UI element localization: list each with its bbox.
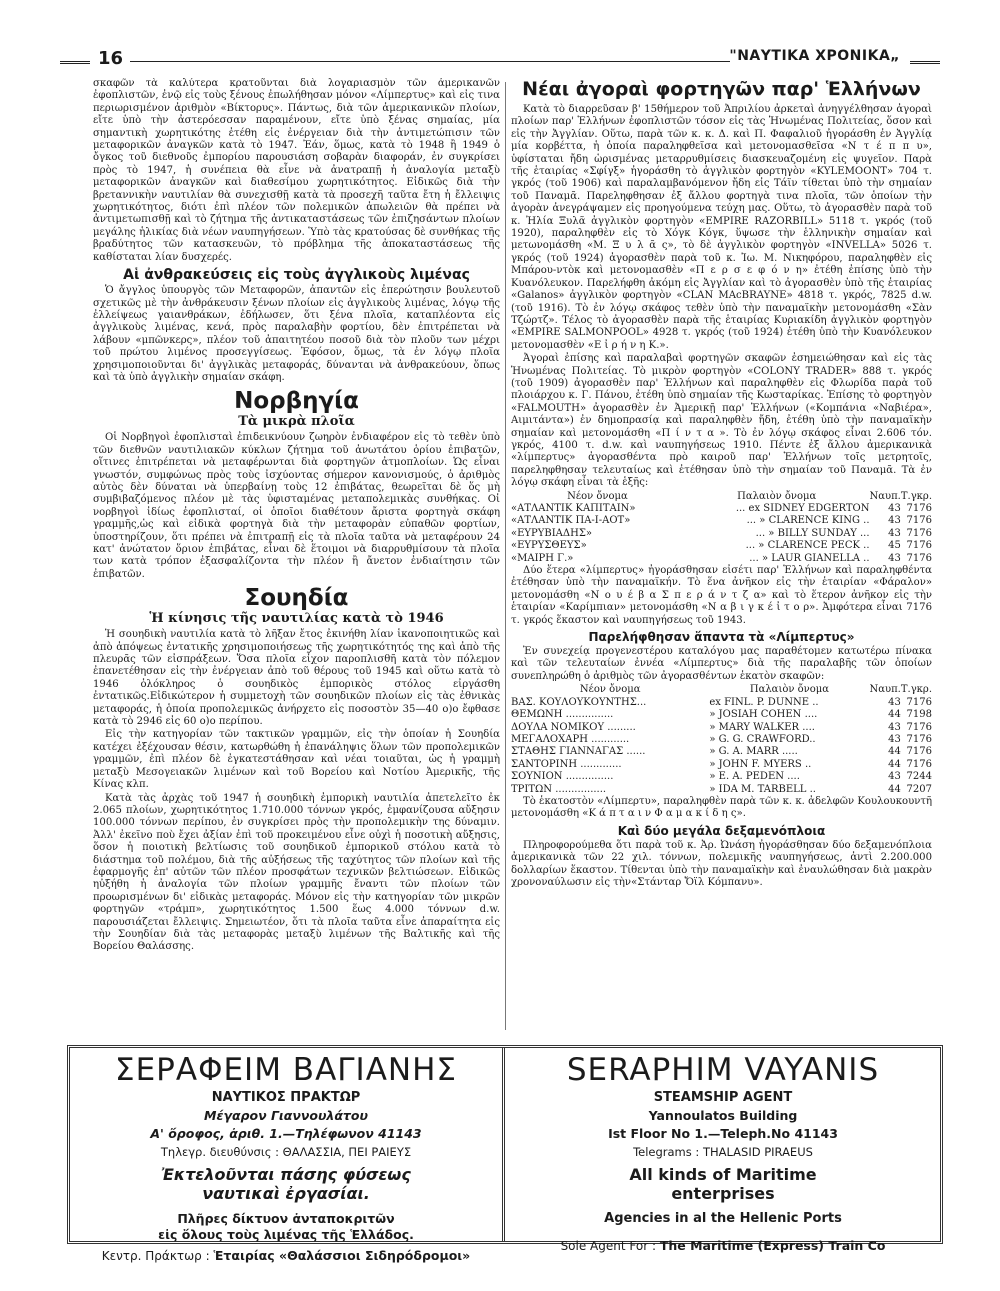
agent-role-english: STEAMSHIP AGENT [653,1090,793,1105]
new-name-cell: ΣΟΥΝΙΟΝ ............... [511,771,614,783]
sweden-paragraph-1: Ἡ σουηδικὴ ναυτιλία κατὰ τὸ λῆξαν ἔτος ἐκινήθη λίαν ἱκανοποιητικῶς καὶ ἀπὸ ἀπόψεως ἐντατικῆς χρησιμοποιήσεως τῆς χωρητικότητός της καὶ ἀπὸ τῆς πλευρᾶς τῶν εἰσπράξεων. Ὅσα πλοῖα εἶχον παροπλισθῆ κατὰ τὸν πόλεμον ἐπανετέθησαν εἰς τὴν ἐνέργειαν ἀπὸ τοῦ θέρους τοῦ 1945 καὶ οὕτω κατὰ τὸ 1946 ὁλόκληρος ὁ σουηδικὸς ἐμπορικὸς στόλος εἰργάσθη ἐντατικῶς.Εἰδικώτερον ἡ συμμετοχὴ τῶν σουηδικῶν πλοίων εἰς τὰς ἐθνικὰς μεταφοράς, ἡ ὁποία προπολεμικῶς ἀνήρχετο εἰς ποσοστὸν 35—40 ο)ο ἔφθασε κατὰ τὸ 2946 εἰς 60 ο)ο περίπου. [93,629,500,728]
old-name-cell: ... ex SIDNEY EDGERTON [735,503,870,514]
building-greek: Μέγαρον Γιαννουλάτου [204,1108,368,1123]
norway-subheading: Τὰ μικρὰ πλοῖα [238,414,355,430]
column-header-old-name: Παλαιὸν ὄνομα [749,684,830,696]
old-name-cell: » G. A. MARR ..... [709,746,798,758]
tankers-heading: Καὶ δύο μεγάλα δεξαμενόπλοια [617,823,826,838]
table-row [511,771,932,783]
new-name-cell: «ΑΤΛΑΝΤΙΚ ΠΑ-Ι-ΑΟΤ» [511,515,631,527]
table-row [511,784,932,796]
telegraph-address-greek: Τηλεγρ. διευθύνσις : ΘΑΛΑΣΣΙΑ, ΠΕΙ ΡΑΙΕΥΣ [160,1145,412,1159]
sweden-heading: Σουηδία [244,585,349,612]
network-line-1-greek: Πλῆρες δίκτυον ἀνταποκριτῶν [177,1211,395,1226]
tonnage-cell: 7207 [906,783,932,795]
header-rule-left [60,61,90,64]
header-rule-middle [130,61,730,62]
sole-agent-english [510,1238,936,1253]
tonnage-cell: 7244 [906,771,932,783]
new-name-cell: ΘΕΜΩΝΗ ............... [511,709,614,721]
intro-paragraph: σκαφῶν τὰ καλύτερα κρατοῦνται διὰ λογαριασμὸν τῶν ἀμερικανῶν ἐφοπλιστῶν, ἐνῷ εἰς τοὺς ξένους ἐπωλήθησαν μόνον «Λίμπερτυς» καὶ εἰς τινα περιωρισμένον ἀριθμὸν «Βίκτορυς». Πάντως, διὰ τῶν ἀμερικανικῶν πλοίων, εἴτε ὑπὸ τὴν ἀστερόεσσαν παραμένουν, εἴτε ὑπὸ ξένας σημαίας, μία σημαντικὴ χωρητικότης ἐτέθη εἰς ἐνέργειαν διὰ τὴν ἀντιμετώπισιν τῶν μεταφορικῶν ἀναγκῶν κατὰ τὸ 1947. Ἐάν, ὅμως, κατὰ τὸ 1948 ἢ 1949 ὁ ὄγκος τοῦ διεθνοῦς ἐμπορίου παρουσιάση σοβαρὰν διαφοράν, ἐν συγκρίσει πρὸς τὸ 1947, ἡ συνέπεια θὰ εἶνε νὰ ἀνατραπῇ ἡ ἀναλογία μεταξὺ μεταφορικῶν ἀναγκῶν καὶ διαθεσίμου χωρητικότητος. Εἰδικῶς διὰ τὴν βρεταννικὴν ναυτιλίαν θὰ συνεχισθῇ κατὰ τὰ προσεχῆ ταῦτα ἔτη ἡ ἔλλειψις χωρητικότητος, διότι ἐπὶ πλέον τῶν πολεμικῶν ἀπωλειῶν θὰ πρέπει νὰ ἀντιμετωπισθῇ καὶ τὸ ζήτημα τῆς ἀντικαταστάσεως τῶν ἐπιζησάντων πλοίων μεγάλης ἡλικίας διὰ νέων ναυπηγήσεων. Ὑπὸ τὰς κρατούσας δὲ συνθήκας τῆς βραδύτητος τῶν κατασκευῶν, τὸ πρόβλημα τῆς ἀποκαταστάσεως τῆς καθίσταται λίαν δυσχερές. [93,78,500,263]
sole-agent-value: The Maritime (Express) Train Co [659,1238,886,1253]
table-row [511,515,932,527]
tonnage-cell: 7176 [906,527,932,539]
year-cell: 44 [888,783,901,795]
old-name-cell: ... » CLARENCE PECK .. [745,540,870,552]
central-agent-greek [74,1248,498,1263]
services-line-1-greek: Ἐκτελοῦνται πάσης φύσεως [161,1165,411,1184]
sweden-subheading: Ἡ κίνησις τῆς ναυτιλίας κατὰ τὸ 1946 [149,611,444,627]
column-header-new-name: Νέον ὄνομα [579,684,641,696]
table-row [511,746,932,758]
table-row [511,722,932,734]
new-name-cell: «ΕΥΡΥΣΘΕΥΣ» [511,540,587,552]
telegrams-english [510,1145,936,1159]
table-row [511,503,932,515]
tankers-paragraph: Πληροφορούμεθα ὅτι παρὰ τοῦ κ. Ἀρ. Ὠνάση ἠγοράσθησαν δύο δεξαμενόπλοια ἀμερικανικὰ τῶν 22 χιλ. τόννων, πολεμικῆς ναυπηγήσεως, ἀντὶ 2.200.000 δολλαρίων ἕκαστον. Τίθενται ὑπὸ τὴν παναμαϊκὴν καὶ ἐναυλώθησαν διὰ μακρὰν χρονοναύλωσιν εἰς τὴν«Στάνταρ Ὄϊλ Κόμπανυ». [511,839,932,888]
purchases-paragraph-3: Δύο ἕτερα «λίμπερτυς» ἠγοράσθησαν εἰσέτι παρ' Ἑλλήνων καὶ παραληφθέντα ἐτέθησαν ὑπὸ τὴν παναμαϊκήν. Τὸ ἕνα ἀνῆκον εἰς τὴν ἑταιρίαν «Φάραλον» μετονομάσθη «Ν ο υ έ β α Σ π ε ρ ά ν τ ζ α» καὶ τὸ ἕτερον ἀνῆκον εἰς τὴν ἑταιρίαν «Καρίμπιαν» μετονομάσθη «Ν α β ι γ κ έ ἰ τ ο ρ». Ἀμφότερα εἶναι 7176 τ. γκρός ἕκαστον καὶ ναυπηγήσεως τοῦ 1943. [511,565,932,626]
table-header-row [511,684,932,696]
advertisement-greek [74,1052,498,1263]
right-column [511,78,932,1036]
coal-paragraph: Ὁ ἄγγλος ὑπουργὸς τῶν Μεταφορῶν, ἀπαντῶν εἰς ἐπερώτησιν βουλευτοῦ σχετικῶς μὲ τὴν ἀνθράκευσιν ξένων πλοίων εἰς ἀγγλικοὺς λιμένας, λόγῳ τῆς ἐλλείψεως γαιανθράκων, ἐδήλωσεν, ὅτι ξένα πλοῖα, καταπλέοντα εἰς ἀγγλικοὺς λιμένας, κενά, πρὸς παραλαβὴν φορτίου, δὲν ἐπιτρέπεται νὰ λάβουν «μπῶνκερς», πλέον τοῦ ἀπαιτητέου ποσοῦ διὰ τὸν πλοῦν των μέχρι τοῦ πρώτου λιμένος προσεγγίσεως. Ἐφόσον, ὅμως, τὰ ἐν λόγῳ πλοῖα χρησιμοποιοῦνται δι' ἀγγλικὰς μεταφοράς, δύνανται νὰ ἀνθρακεύουν, ὅπως καὶ τὰ ὑπὸ ἀγγλικὴν σημαίαν σκάφη. [93,285,500,383]
header-rule-right [910,61,940,64]
year-cell: 43 [888,733,901,745]
building-english: Yannoulatos Building [648,1108,798,1123]
table-header-row [511,491,932,503]
advertisement-divider [502,1048,505,1241]
services-line-2-english: enterprises [671,1184,775,1203]
liberty-ships-table-1 [511,491,932,565]
liberty-ships-table-2 [511,684,932,796]
table-row [511,759,932,771]
year-cell: 45 [888,540,901,552]
new-name-cell: ΒΑΣ. ΚΟΥΛΟΥΚΟΥΝΤΗΣ... [511,696,647,708]
page-number: 16 [98,48,124,69]
new-name-cell: ΤΡΙΤΩΝ ................ [511,783,607,795]
agent-role-greek: ΝΑΥΤΙΚΟΣ ΠΡΑΚΤΩΡ [211,1090,361,1105]
new-name-cell: «ΜΑΙΡΗ Γ.» [511,552,574,564]
old-name-cell: » JOSIAH COHEN .... [709,709,818,721]
tonnage-cell: 7176 [906,552,932,564]
column-header-year: Ναυπ. [869,490,901,502]
norway-heading: Νορβηγία [234,388,359,415]
agent-name-english: SERAPHIM VAYANIS [566,1052,880,1088]
sole-agent-label: Sole Agent For : [560,1239,656,1253]
central-agent-label: Κεντρ. Πράκτωρ : [101,1249,210,1263]
old-name-cell: ... » BILLY SUNDAY ... [755,527,870,539]
table-row [511,528,932,540]
tonnage-cell: 7176 [906,746,932,758]
telegrams-value: THALASID PIRAEUS [702,1145,813,1159]
old-name-cell: ... » CLARENCE KING .. [746,515,870,527]
column-header-tonnage: Τ.γκρ. [900,684,932,696]
table-row [511,697,932,709]
purchases-paragraph-2: Ἀγοραὶ ἐπίσης καὶ παραλαβαὶ φορτηγῶν σκαφῶν ἐσημειώθησαν καὶ εἰς τὰς Ἡνωμένας Πολιτείας. Τὸ μικρὸν φορτηγὸν «COLONY TRADER» 888 τ. γκρός (τοῦ 1909) ἀγορασθὲν παρ' Ἑλλήνων καὶ παραληφθὲν εἰς Φλωρίδα παρὰ τοῦ πλοιάρχου κ. Γ. Πάνου, ἐτέθη ὑπὸ σημαίαν τῆς Κωσταρίκας. Ἐπίσης τὸ φορτηγὸν «FALMOUTH» ἀγορασθὲν ἐν Ἀμερικῇ παρ' Ἑλλήνων («Κομπάνια «Ναβιέρα», Αιμιτάντα») ἐν δημοπρασίᾳ καὶ παραληφθὲν ἤδη, ἐτέθη ὑπὸ τὴν παναμαϊκὴν σημαίαν καὶ μετονομάσθη «Π ί ν τ α ». Τὸ ἐν λόγῳ σκάφος εἶναι 2.606 τόν. γκρός, 4100 τ. d.w. καὶ ναυπηγήσεως 1910. Πέντε ἐξ ἄλλου ἀμερικανικὰ «λίμπερτυς» ἀγορασθέντα πρὸ καιροῦ παρ' Ἑλλήνων τοῖς μετρητοῖς, παρεληφθησαν τελευταίως καὶ ἐτέθησαν ὑπὸ τὴν σημαίαν τοῦ Παναμᾶ. Τὰ ἐν λόγῳ σκάφη εἶναι τὰ ἑξῆς: [511,353,932,489]
new-name-cell: ΜΕΓΑΛΟΧΑΡΗ ............ [511,733,630,745]
liberty-paragraph: Ἐν συνεχείᾳ προγενεστέρου καταλόγου μας παραθέτομεν κατωτέρω πίνακα καὶ τῶν τελευταίων ἐννέα «Λίμπερτυς» διὰ τῆς παραλαβῆς τῶν ὁποίων συνεπληρώθη ὁ ἀριθμὸς τῶν ἀγορασθέντων ἑκατὸν σκαφῶν: [511,646,932,682]
floor-phone-greek: Α' ὄροφος, ἀριθ. 1.—Τηλέφωνον 41143 [150,1126,422,1141]
year-cell: 44 [888,758,901,770]
column-header-tonnage: Τ.γκρ. [900,490,932,502]
coal-heading: Αἱ ἀνθρακεύσεις εἰς τοὺς ἀγγλικοὺς λιμένας [123,267,470,284]
old-name-cell: » JOHN F. MYERS .. [709,758,812,770]
telegrams-label: Telegrams : [633,1145,700,1159]
table-row [511,709,932,721]
year-cell: 43 [888,552,901,564]
central-agent-value: Ἑταιρίας «Θαλάσσιοι Σιδηρόδρομοι» [213,1248,471,1263]
new-name-cell: «ΑΤΛΑΝΤΙΚ ΚΑΠΙΤΑΙΝ» [511,503,636,514]
table-row [511,553,932,565]
new-name-cell: ΔΟΥΛΑ ΝΟΜΙΚΟΥ ......... [511,721,636,733]
floor-phone-english: Ist Floor No 1.—Teleph.No 41143 [608,1126,838,1141]
tonnage-cell: 7176 [906,733,932,745]
year-cell: 43 [888,503,901,514]
services-line-1-english: All kinds of Maritime [629,1165,817,1184]
column-header-new-name: Νέον ὄνομα [567,490,628,502]
new-name-cell: «ΕΥΡΥΒΙΑΔΗΣ» [511,527,593,539]
advertisement-english [510,1052,936,1253]
year-cell: 43 [888,515,901,527]
purchases-paragraph-1: Κατὰ τὸ διαρρεῦσαν β' 15θήμερον τοῦ Ἀπριλίου ἀρκεταὶ ἀνηγγέλθησαν ἀγοραὶ πλοίων παρ' Ἑλλήνων ἐφοπλιστῶν τόσον εἰς τὰς Ἡνωμένας Πολιτείας, ὅσον καὶ εἰς τὴν Ἀγγλίαν. Οὕτω, παρὰ τῶν κ. κ. Δ. καὶ Π. Φαφαλιοῦ ἠγοράσθη ἐν Ἀγγλίᾳ μία κορβέττα, ἡ ὁποία παραληφθεῖσα καὶ μετονομασθεῖσα «Ν τ έ π π υ», ὑφίσταται ἤδη ὡρισμένας μεταρρυθμίσεις διασκευαζομένη εἰς ψυγεῖον. Παρὰ τῆς ἑταιρίας «Σφίγξ» ἠγοράσθη τὸ ἀγγλικὸν φορτηγὸν «KYLEMOONT» 704 τ. γκρός (τοῦ 1906) καὶ παραλαμβανόμενον ἤδη εἰς Τάϊν τίθεται ὑπὸ τὴν σημαίαν τοῦ Παναμᾶ. Παρεληφθησαν ἐξ ἄλλου φορτηγὰ τινα πλοῖα, τῶν ὁποίων τὴν ἀγορὰν ἀνεγράψαμεν εἰς προηγούμενα τεύχη μας. Οὕτω, τὸ ἀγορασθὲν παρὰ τοῦ κ. Ἠλία Ξυλᾶ ἀγγλικὸν φορτηγὸν «EMPIRE RAZORBILL» 5118 τ. γκρός (τοῦ 1920), παραληφθὲν εἰς τὸ Χόγκ Κόγκ, ὕψωσε τὴν ἑλληνικὴν σημαίαν καὶ μετωνομάσθη «Μ. Ξ υ λ ᾶ ς», τὸ δὲ ἀγγλικὸν φορτηγὸν «INVELLA» 5026 τ. γκρός (τοῦ 1924) ἀγορασθὲν παρὰ τοῦ κ. Ἰω. Μ. Νικηφόρου, παραληφθὲν εἰς Μπάρου-ντὸκ καὶ μετονομασθὲν «Π ε ρ σ ε φ ό ν η» ἐτέθη ἐπίσης ὑπὸ τὴν Κυανόλευκον. Παρελήφθη ἀκόμη εἰς Ἀγγλίαν καὶ τὸ ἀγορασθὲν ὑπὸ τῆς ἑταιρίας «Galanos» ἀγγλικὸν φορτηγὸν «CLAN MAcBRAYNE» 4818 τ. γκρός, 7825 d.w. (τοῦ 1916). Τὸ ἐν λόγῳ σκάφος τεθὲν ὑπὸ τὴν παναμαϊκὴν μετονομάσθη «Σὰν Τζώρτζ». Τέλος τὸ ἀγορασθὲν παρὰ τῆς ἑταιρίας Κυριακίδη ἀγγλικὸν φορτηγὸν «EMPIRE SALMONPOOL» 4928 τ. γκρός (τοῦ 1924) ἐτέθη ὑπὸ τὴν Κυανόλευκον μετονομασθὲν «Ε ἰ ρ ή ν η Κ.». [511,104,932,351]
tonnage-cell: 7176 [906,503,932,514]
column-divider [505,82,506,1030]
column-header-year: Ναυπ. [869,684,901,696]
agent-name-greek: ΣΕΡΑΦΕΙΜ ΒΑΓΙΑΝΗΣ [115,1052,457,1088]
services-line-2-greek: ναυτικαὶ ἐργασίαι. [202,1184,370,1203]
year-cell: 44 [888,709,901,721]
year-cell: 43 [888,721,901,733]
agencies-english: Agencies in al the Hellenic Ports [604,1211,842,1226]
year-cell: 43 [888,696,901,708]
tonnage-cell: 7176 [906,515,932,527]
old-name-cell: » G. G. CRAWFORD.. [709,733,816,745]
year-cell: 44 [888,746,901,758]
left-column [93,78,500,1036]
ship-purchases-heading: Νέαι ἀγοραὶ φορτηγῶν παρ' Ἑλλήνων [522,78,921,100]
old-name-cell: » IDA M. TARBELL .. [709,783,816,795]
column-header-old-name: Παλαιὸν ὄνομα [737,490,817,502]
old-name-cell: » MARY WALKER .... [709,721,815,733]
page-header [60,48,940,78]
old-name-cell: ex FINL. P. DUNNE .. [709,696,819,708]
year-cell: 43 [888,771,901,783]
year-cell: 43 [888,527,901,539]
liberty-heading: Παρελήφθησαν ἅπαντα τὰ «Λίμπερτυς» [588,630,855,645]
tonnage-cell: 7176 [906,540,932,552]
tonnage-cell: 7176 [906,696,932,708]
old-name-cell: » E. A. PEDEN .... [709,771,800,783]
tonnage-cell: 7176 [906,721,932,733]
new-name-cell: ΣΑΝΤΟΡΙΝΗ ............. [511,758,622,770]
tonnage-cell: 7198 [906,709,932,721]
table-row [511,734,932,746]
tonnage-cell: 7176 [906,758,932,770]
hundredth-liberty-paragraph: Τὸ ἑκατοστὸν «Λίμπερτυ», παραληφθὲν παρὰ τῶν κ. κ. ἀδελφῶν Κουλουκουντῆ μετονομάσθη «Κ ά π τ α ι ν Φ α μ α κ ί δ η ς». [511,795,932,820]
sweden-paragraph-2: Εἰς τὴν κατηγορίαν τῶν τακτικῶν γραμμῶν, εἰς τὴν ὁποίαν ἡ Σουηδία κατέχει ἐξέχουσαν θέσιν, κατωρθώθη ἡ ἐπανάληψις ὅλων τῶν προπολεμικῶν γραμμῶν, ἐπὶ πλέον δὲ ἐγκατεστάθησαν καὶ νέαι τοιαῦται, ὡς ἡ γραμμὴ μεταξὺ Μεσογειακῶν λιμένων καὶ τοῦ Βορείου καὶ Νοτίου Ἀμερικῆς, τῆς Κίνας κλπ. [93,729,500,791]
new-name-cell: ΣΤΑΘΗΣ ΓΙΑΝΝΑΓΑΣ ...... [511,746,646,758]
network-line-2-greek: εἰς ὅλους τοὺς λιμένας τῆς Ἑλλάδος. [158,1227,414,1242]
table-row [511,540,932,552]
old-name-cell: ... » LAUR GIANELLA .. [749,552,870,564]
norway-paragraph: Οἱ Νορβηγοὶ ἐφοπλισταὶ ἐπιδεικνύουν ζωηρὸν ἐνδιαφέρον εἰς τὸ τεθὲν ὑπὸ τῶν διεθνῶν ναυτιλιακῶν κύκλων ζήτημα τοῦ ἀνωτάτου ὁρίου ἐπιβατῶν, οἵτινες ἐπιτρέπεται νὰ μεταφέρωνται διὰ φορτηγῶν ἀτμοπλοίων. Ὡς εἶναι γνωστόν, συμφώνως πρὸς τοὺς ἰσχύοντας σήμερον κανονισμούς, ὁ ἀριθμὸς αὐτὸς δὲν δύναται νὰ ὑπερβαίνῃ τοὺς 12 ἐπιβάτας, θεωρεῖται δὲ ὅς μὴ συμβιβαζόμενος πλέον μὲ τὰς ὑφισταμένας μεταπολεμικὰς συνθήκας. Οἱ νορβηγοὶ ἰδίως ἐφοπλισταί, οἱ ὁποῖοι διαθέτουν ἄριστα φορτηγὰ σκάφη γραμμῆς,ὡς καὶ εἰδικὰ φορτηγὰ διὰ τὴν μεταφορὰν εὐπαθῶν φορτίων, ὑποστηρίζουν, ὅτι πρέπει νὰ ἐπιτραπῇ εἰς τὰ πλοῖα ταῦτα νὰ μεταφέρουν 24 κατ' ἀνώτατον ὅριον ἐπιβάτας, εἶναι δὲ ἕτοιμοι νὰ διαρρυθμίσουν τὰ πλοῖα των κατὰ τρόπον ἐξασφαλίζοντα τὴν πλέον ἢ ἄνετον ἐνδιαίτησιν τῶν ἐπιβατῶν. [93,432,500,580]
journal-title: "ΝΑΥΤΙΚΑ ΧΡΟΝΙΚΑ„ [729,48,900,64]
sweden-paragraph-3: Κατὰ τὰς ἀρχὰς τοῦ 1947 ἡ σουηδικὴ ἐμπορικὴ ναυτιλία ἀπετελεῖτο ἐκ 2.065 πλοίων, χωρητικότητος 1.710.000 τόννων γκρός, ἐμφανίζουσα αὔξησιν 100.000 τόννων περίπου, ἐν συγκρίσει πρὸς τὴν προπολεμικὴν της δύναμιν. Ἀλλ' ἐκεῖνο ποὺ ἔχει ἀξίαν ἐπὶ τοῦ προκειμένου εἶνε οὐχὶ ἡ ποσοτικὴ αὔξησις, ὅσον ἡ ποιοτικὴ βελτίωσις τοῦ σουηδικοῦ ἐμπορικοῦ στόλου κατὰ τὸ διάστημα τοῦ πολέμου, διὰ τῆς αὐξήσεως τῆς ταχύτητος τῶν πλοίων καὶ τῆς ἐφαρμογῆς ἐπ' αὐτῶν τῶν πλέον προσφάτων τεχνικῶν βελτιώσεων. Εἰδικῶς ηὐξήθη ἡ ἀναλογία τῶν πλοίων γραμμῆς ἔναντι τῶν πλοίων τῶν προωρισμένων δι' εἰδικὰς μεταφοράς. Μόνον εἰς τὴν κατηγορίαν τῶν μικρῶν φορτηγῶν «τράμπ», χωρητικότητος 1.500 ἕως 4.000 τόννων d.w. παρουσιάζεται ἔλλειψις. Σημειωτέον, ὅτι τὰ πλοῖα ταῦτα εἶνε ἀπαραίτητα εἰς τὴν Σουηδίαν διὰ τὰς μεταφορὰς μεταξὺ λιμένων τῆς Βαλτικῆς καὶ τῆς Βορείου Θαλάσσης. [93,792,500,953]
